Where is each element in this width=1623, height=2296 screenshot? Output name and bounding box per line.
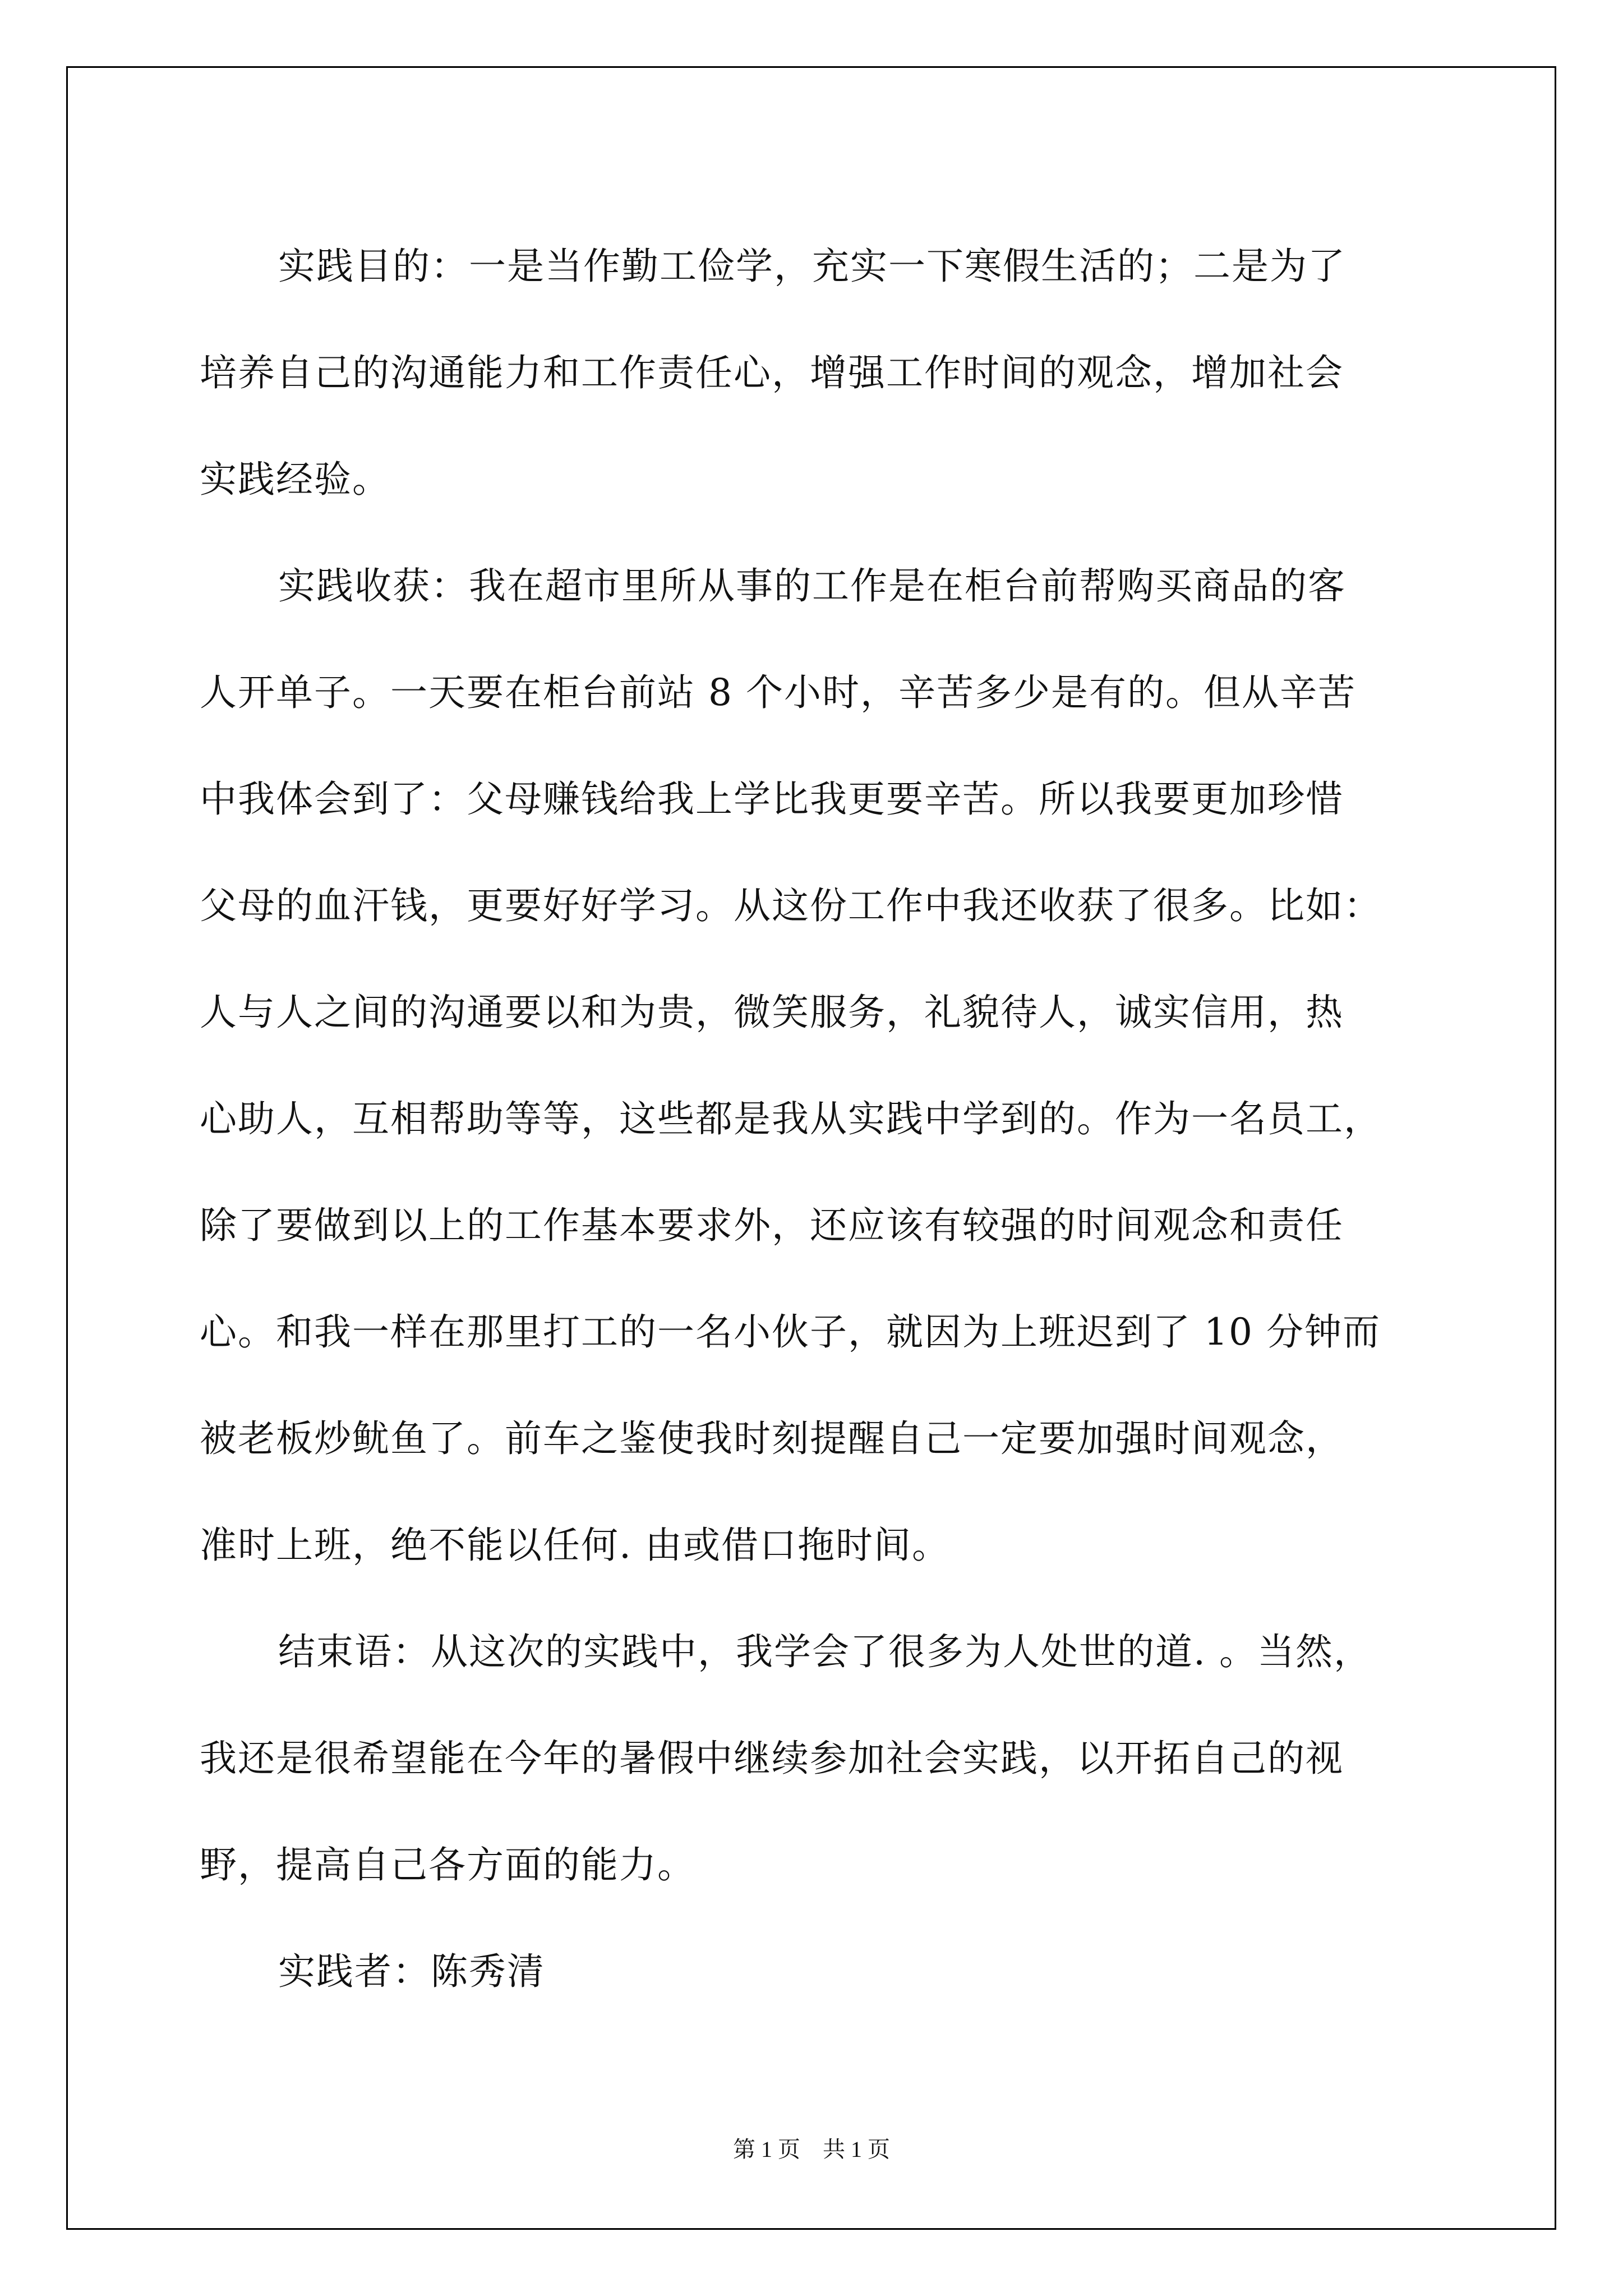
paragraph-purpose-line-2: 培养自己的沟通能力和工作责任心，增强工作时间的观念，增加社会 [200,351,1344,394]
paragraph-gains-line-5: 人与人之间的沟通要以和为贵，微笑服务，礼貌待人，诚实信用，热 [200,991,1344,1034]
paragraph-purpose-line-1: 实践目的：一是当作勤工俭学，充实一下寒假生活的；二是为了 [278,245,1346,288]
paragraph-conclusion-line-1: 结束语：从这次的实践中，我学会了很多为人处世的道. 。当然， [278,1630,1372,1673]
document-body [200,213,1433,2025]
paragraph-conclusion-line-3: 野，提高自己各方面的能力。 [200,1843,695,1887]
paragraph-gains-line-1: 实践收获：我在超市里所从事的工作是在柜台前帮购买商品的客 [278,564,1346,608]
paragraph-purpose-line-3: 实践经验。 [200,458,390,501]
paragraph-gains-line-4: 父母的血汗钱，更要好好学习。从这份工作中我还收获了很多。比如： [200,884,1382,927]
paragraph-gains-line-6: 心助人，互相帮助等等，这些都是我从实践中学到的。作为一名员工， [200,1097,1382,1140]
paragraph-gains-line-3: 中我体会到了：父母赚钱给我上学比我更要辛苦。所以我要更加珍惜 [200,777,1344,821]
page-footer: 第 1 页 共 1 页 [733,2137,890,2162]
paragraph-gains-line-8: 心。和我一样在那里打工的一名小伙子，就因为上班迟到了 10 分钟而 [200,1310,1381,1354]
paragraph-conclusion-line-2: 我还是很希望能在今年的暑假中继续参加社会实践，以开拓自己的视 [200,1737,1344,1780]
signature-line: 实践者：陈秀清 [278,1950,545,1993]
paragraph-gains-line-9: 被老板炒鱿鱼了。前车之鉴使我时刻提醒自己一定要加强时间观念， [200,1417,1344,1460]
paragraph-gains-line-7: 除了要做到以上的工作基本要求外，还应该有较强的时间观念和责任 [200,1204,1344,1247]
paragraph-gains-line-10: 准时上班，绝不能以任何. 由或借口拖时间。 [200,1524,950,1567]
paragraph-gains-line-2: 人开单子。一天要在柜台前站 8 个小时，辛苦多少是有的。但从辛苦 [200,671,1356,714]
